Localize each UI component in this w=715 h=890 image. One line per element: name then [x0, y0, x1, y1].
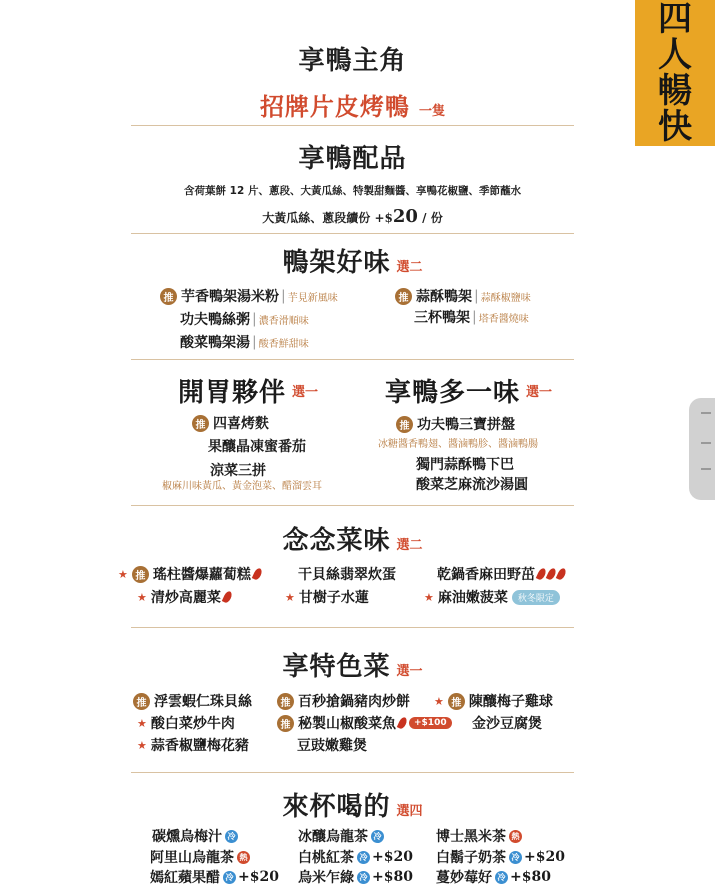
- menu-item: [192, 413, 269, 433]
- page-scroll-handle[interactable]: [689, 398, 715, 500]
- menu-item: [118, 564, 261, 584]
- star-icon: ★: [434, 694, 444, 708]
- menu-item: [137, 587, 231, 607]
- main-dish-title: 享鴨主角: [298, 46, 407, 76]
- item-name: 甘樹子水蓮: [298, 590, 369, 606]
- item-name: 四喜烤麩: [213, 416, 269, 432]
- menu-item: [137, 713, 235, 733]
- veg-title: 念念菜味: [282, 526, 391, 556]
- item-desc: 酸香鮮甜味: [258, 338, 309, 350]
- item-name: 酸菜鴨架湯: [180, 335, 250, 351]
- cold-icon: 冷: [225, 830, 238, 843]
- price-badge: +$100: [409, 717, 452, 729]
- menu-item: [396, 414, 515, 434]
- item-name: 金沙豆腐煲: [472, 716, 542, 732]
- item-desc: 濃香滑順味: [258, 315, 309, 327]
- divider: [131, 627, 574, 628]
- recommend-badge: 推: [160, 288, 177, 305]
- menu-item: 三杯鴨架 | 塔香醬燒味: [414, 309, 529, 326]
- sides-extra-prefix: 大黃瓜絲、蔥段續份 +$: [262, 211, 393, 225]
- duck-more-title: 享鴨多一味: [385, 378, 521, 408]
- set-name-tab: [635, 0, 715, 146]
- item-name: 秘製山椒酸菜魚: [298, 716, 396, 732]
- item-name: 白鬍子奶茶: [436, 850, 506, 866]
- item-name: 嫣紅蘋果醋: [150, 870, 220, 886]
- chili-icon: [556, 567, 567, 581]
- star-icon: ★: [137, 590, 147, 604]
- item-name: 功夫鴨三寶拼盤: [417, 417, 515, 433]
- menu-item: [137, 735, 249, 755]
- recommend-badge: 推: [396, 416, 413, 433]
- duck-frame-title: 鴨架好味: [282, 248, 391, 278]
- drinks-header: [131, 786, 574, 823]
- drink-item: [150, 847, 250, 867]
- chili-icon: [546, 567, 557, 581]
- item-name: 獨門蒜酥鴨下巴: [416, 457, 514, 473]
- veg-header: [131, 520, 574, 557]
- menu-item: [133, 691, 252, 711]
- item-desc: 芋見新風味: [287, 292, 338, 304]
- extra-charge: +$80: [510, 869, 551, 885]
- menu-item: [297, 735, 367, 755]
- cold-icon: 冷: [357, 871, 370, 884]
- divider: [131, 233, 574, 234]
- item-name: 豆豉嫩雞煲: [297, 738, 367, 754]
- drink-item: [298, 867, 413, 887]
- extra-charge: +$20: [238, 869, 279, 885]
- menu-item: [424, 587, 560, 607]
- item-name: 蒜香椒鹽梅花豬: [150, 738, 249, 754]
- recommend-badge: 推: [132, 566, 149, 583]
- main-dish-unit: 一隻: [419, 104, 446, 119]
- extra-charge: +$20: [372, 849, 413, 865]
- cold-icon: 冷: [371, 830, 384, 843]
- item-name: 清炒高麗菜: [150, 590, 221, 606]
- menu-item: 功夫鴨絲粥 | 濃香滑順味: [180, 311, 309, 328]
- item-desc: 蒜酥椒鹽味: [480, 292, 531, 304]
- item-name: 三杯鴨架: [414, 310, 470, 326]
- special-header: [131, 646, 574, 683]
- item-name: 蒜酥鴨架: [416, 289, 472, 305]
- tab-char: 快: [658, 107, 692, 147]
- tab-char: 四: [658, 0, 692, 39]
- appetizers-title: 開胃夥伴: [178, 378, 287, 408]
- menu-item: 推 蒜酥鴨架 | 蒜酥椒鹽味: [395, 286, 531, 306]
- star-icon: ★: [285, 590, 295, 604]
- sides-extra-price: 20: [392, 206, 418, 227]
- item-name: 果釀晶凍蜜番茄: [208, 439, 306, 455]
- recommend-badge: 推: [395, 288, 412, 305]
- item-name: 博士黑米茶: [436, 829, 506, 845]
- duck-frame-pick: 選二: [396, 260, 423, 275]
- item-desc: 塔香醬燒味: [478, 313, 529, 325]
- chili-icon: [397, 716, 408, 730]
- drink-item: [436, 867, 551, 887]
- sides-title: 享鴨配品: [298, 144, 407, 174]
- star-icon: ★: [137, 716, 147, 730]
- appetizers-pick: 選一: [292, 385, 319, 400]
- item-name: 瑤柱醬爆蘿蔔糕: [152, 567, 251, 583]
- appetizers-header: [178, 372, 318, 409]
- item-name: 百秒搶鍋豬肉炒餅: [298, 694, 410, 710]
- chili-icon: [536, 567, 547, 581]
- item-name: 蔓妙莓好: [436, 870, 492, 886]
- divider: [131, 125, 574, 126]
- item-name: 乾鍋香麻田野茁: [437, 567, 535, 583]
- item-name: 干貝絲翡翠炊蛋: [298, 567, 396, 583]
- divider: [131, 772, 574, 773]
- recommend-badge: 推: [277, 693, 294, 710]
- item-name: 冰釀烏龍茶: [298, 829, 368, 845]
- veg-pick: 選二: [396, 538, 423, 553]
- duck-more-header: [385, 372, 552, 409]
- item-name: 碳燻烏梅汁: [152, 829, 222, 845]
- item-name: 涼菜三拼: [210, 463, 266, 479]
- main-dish-section: [131, 40, 574, 122]
- item-name: 酸白菜炒牛肉: [150, 716, 235, 732]
- item-name: 陳釀梅子雞球: [468, 694, 553, 710]
- divider: [131, 505, 574, 506]
- hot-icon: 熱: [237, 851, 250, 864]
- drink-item: [436, 826, 522, 846]
- recommend-badge: 推: [192, 415, 209, 432]
- menu-item: [298, 564, 396, 584]
- extra-charge: +$20: [524, 849, 565, 865]
- sides-description: 含荷葉餅 12 片、蔥段、大黃瓜絲、特製甜麵醬、享鴨花椒鹽、季節蘸水: [184, 185, 521, 197]
- menu-item: 酸菜鴨架湯 | 酸香鮮甜味: [180, 334, 309, 351]
- item-name: 阿里山烏龍茶: [150, 850, 234, 866]
- menu-item: 推 芋香鴨架湯米粉 | 芋見新風味: [160, 286, 338, 306]
- menu-item: [416, 474, 528, 494]
- duck-frame-header: [131, 242, 574, 279]
- drink-item: [150, 867, 279, 887]
- item-desc: 冰糖醬香鴨翅、醬滷鴨胗、醬滷鴨腸: [378, 439, 538, 450]
- item-name: 芋香鴨架湯米粉: [181, 289, 279, 305]
- recommend-badge: 推: [448, 693, 465, 710]
- chili-icon: [252, 567, 263, 581]
- recommend-badge: 推: [133, 693, 150, 710]
- star-icon: ★: [118, 567, 128, 581]
- tab-char: 暢: [658, 71, 692, 111]
- special-title: 享特色菜: [282, 652, 391, 682]
- cold-icon: 冷: [509, 851, 522, 864]
- item-name: 功夫鴨絲粥: [180, 312, 250, 328]
- drink-item: [298, 826, 384, 846]
- menu-item: [277, 691, 410, 711]
- sides-section: [131, 138, 574, 227]
- item-name: 酸菜芝麻流沙湯圓: [416, 477, 528, 493]
- drink-item: [298, 847, 413, 867]
- chili-icon: [222, 590, 233, 604]
- sides-extra-suffix: / 份: [417, 211, 443, 225]
- menu-item: [472, 713, 542, 733]
- signature-duck-name: 招牌片皮烤鴨: [259, 92, 410, 121]
- drink-item: [436, 847, 565, 867]
- hot-icon: 熱: [509, 830, 522, 843]
- tab-char: 人: [658, 35, 692, 75]
- menu-item: [277, 713, 452, 733]
- divider: [131, 359, 574, 360]
- recommend-badge: 推: [277, 715, 294, 732]
- cold-icon: 冷: [357, 851, 370, 864]
- drinks-pick: 選四: [396, 804, 423, 819]
- cold-icon: 冷: [223, 871, 236, 884]
- drink-item: [152, 826, 238, 846]
- menu-item: [208, 436, 306, 456]
- item-desc: 椒麻川味黃瓜、黃金泡菜、醋溜雲耳: [162, 481, 322, 492]
- cold-icon: 冷: [495, 871, 508, 884]
- menu-item: [285, 587, 369, 607]
- menu-item: [434, 691, 553, 711]
- item-name: 浮雲蝦仁珠貝絲: [154, 694, 252, 710]
- item-name: 麻油嫩菠菜: [437, 590, 508, 606]
- drinks-title: 來杯喝的: [282, 792, 391, 822]
- item-name: 烏米乍綠: [298, 870, 354, 886]
- menu-item: [416, 454, 514, 474]
- duck-more-pick: 選一: [526, 385, 553, 400]
- special-pick: 選一: [396, 664, 423, 679]
- extra-charge: +$80: [372, 869, 413, 885]
- star-icon: ★: [137, 738, 147, 752]
- season-badge: 秋冬限定: [512, 590, 560, 605]
- item-name: 白桃紅茶: [298, 850, 354, 866]
- star-icon: ★: [424, 590, 434, 604]
- menu-item: [437, 564, 565, 584]
